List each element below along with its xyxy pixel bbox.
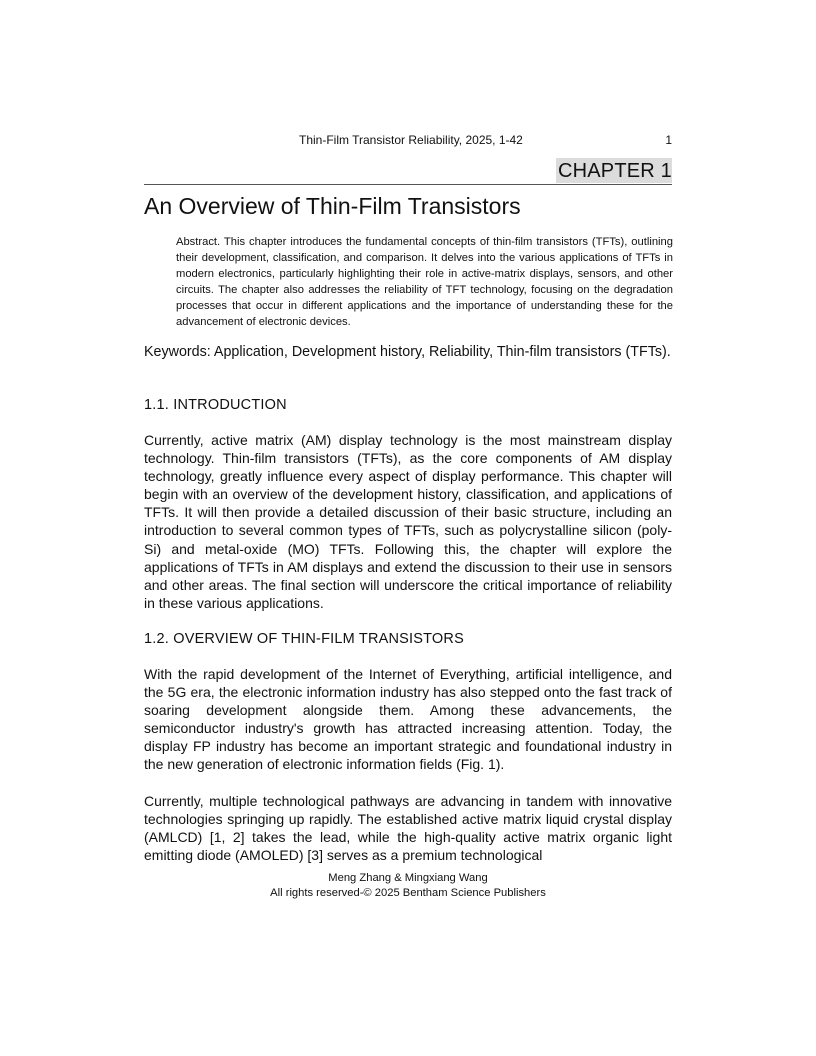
abstract: Abstract. This chapter introduces the fundamental concepts of thin-film transistors (TFTs), outlining their development, classification, and comparison. It delves into the various applications of TFTs in modern electronics, particularly highlighting their role in active-matrix displays, sensors, and other circuits. The chapter also addresses the reliability of TFT technology, focusing on the degradation processes that occur in different applications and the importance of understanding these for the advancement of electronic devices. [176,236,673,328]
overview-paragraph-1: With the rapid development of the Internet of Everything, artificial intelligence, and the 5G era, the electronic information industry has also stepped onto the fast track of soaring development alongside them. Among these advancements, the semiconductor industry's growth has attracted increasing attention. Today, the display FP industry has become an important strategic and foundational industry in the new generation of electronic information fields (Fig. 1). [144,666,672,773]
introduction-paragraph: Currently, active matrix (AM) display technology is the most mainstream display technology. Thin-film transistors (TFTs), as the core components of AM display technology, greatly influence every aspect of display performance. This chapter will begin with an overview of the development history, classification, and applications of TFTs. It will then provide a detailed discussion of their basic structure, including an introduction to several common types of TFTs, such as polycrystalline silicon (poly-Si) and metal-oxide (MO) TFTs. Following this, the chapter will explore the applications of TFTs in AM displays and extend the discussion to their use in sensors and other areas. The final section will underscore the critical importance of reliability in these various applications. [144,432,672,611]
chapter-title: An Overview of Thin-Film Transistors [144,193,521,219]
footer-rights: All rights reserved-© 2025 Bentham Science Publishers [270,887,546,899]
running-title: Thin-Film Transistor Reliability, 2025, 1-42 [299,133,523,147]
page-header [144,133,672,149]
footer-authors: Meng Zhang & Mingxiang Wang [328,872,488,884]
page-footer [144,871,672,901]
chapter-label: CHAPTER 1 [557,160,672,182]
overview-paragraph-2: Currently, multiple technological pathways are advancing in tandem with innovative technologies springing up rapidly. The established active matrix liquid crystal display (AMLCD) [1, 2] takes the lead, while the high-quality active matrix organic light emitting diode (AMOLED) [3] serves as a premium technological [144,793,672,864]
chapter-divider [144,184,672,185]
section-heading-introduction: 1.1. INTRODUCTION [144,397,287,413]
keywords: Keywords: Application, Development history, Reliability, Thin-film transistors (TFTs). [144,344,671,360]
section-heading-overview: 1.2. OVERVIEW OF THIN-FILM TRANSISTORS [144,631,464,647]
page-number: 1 [665,133,672,147]
